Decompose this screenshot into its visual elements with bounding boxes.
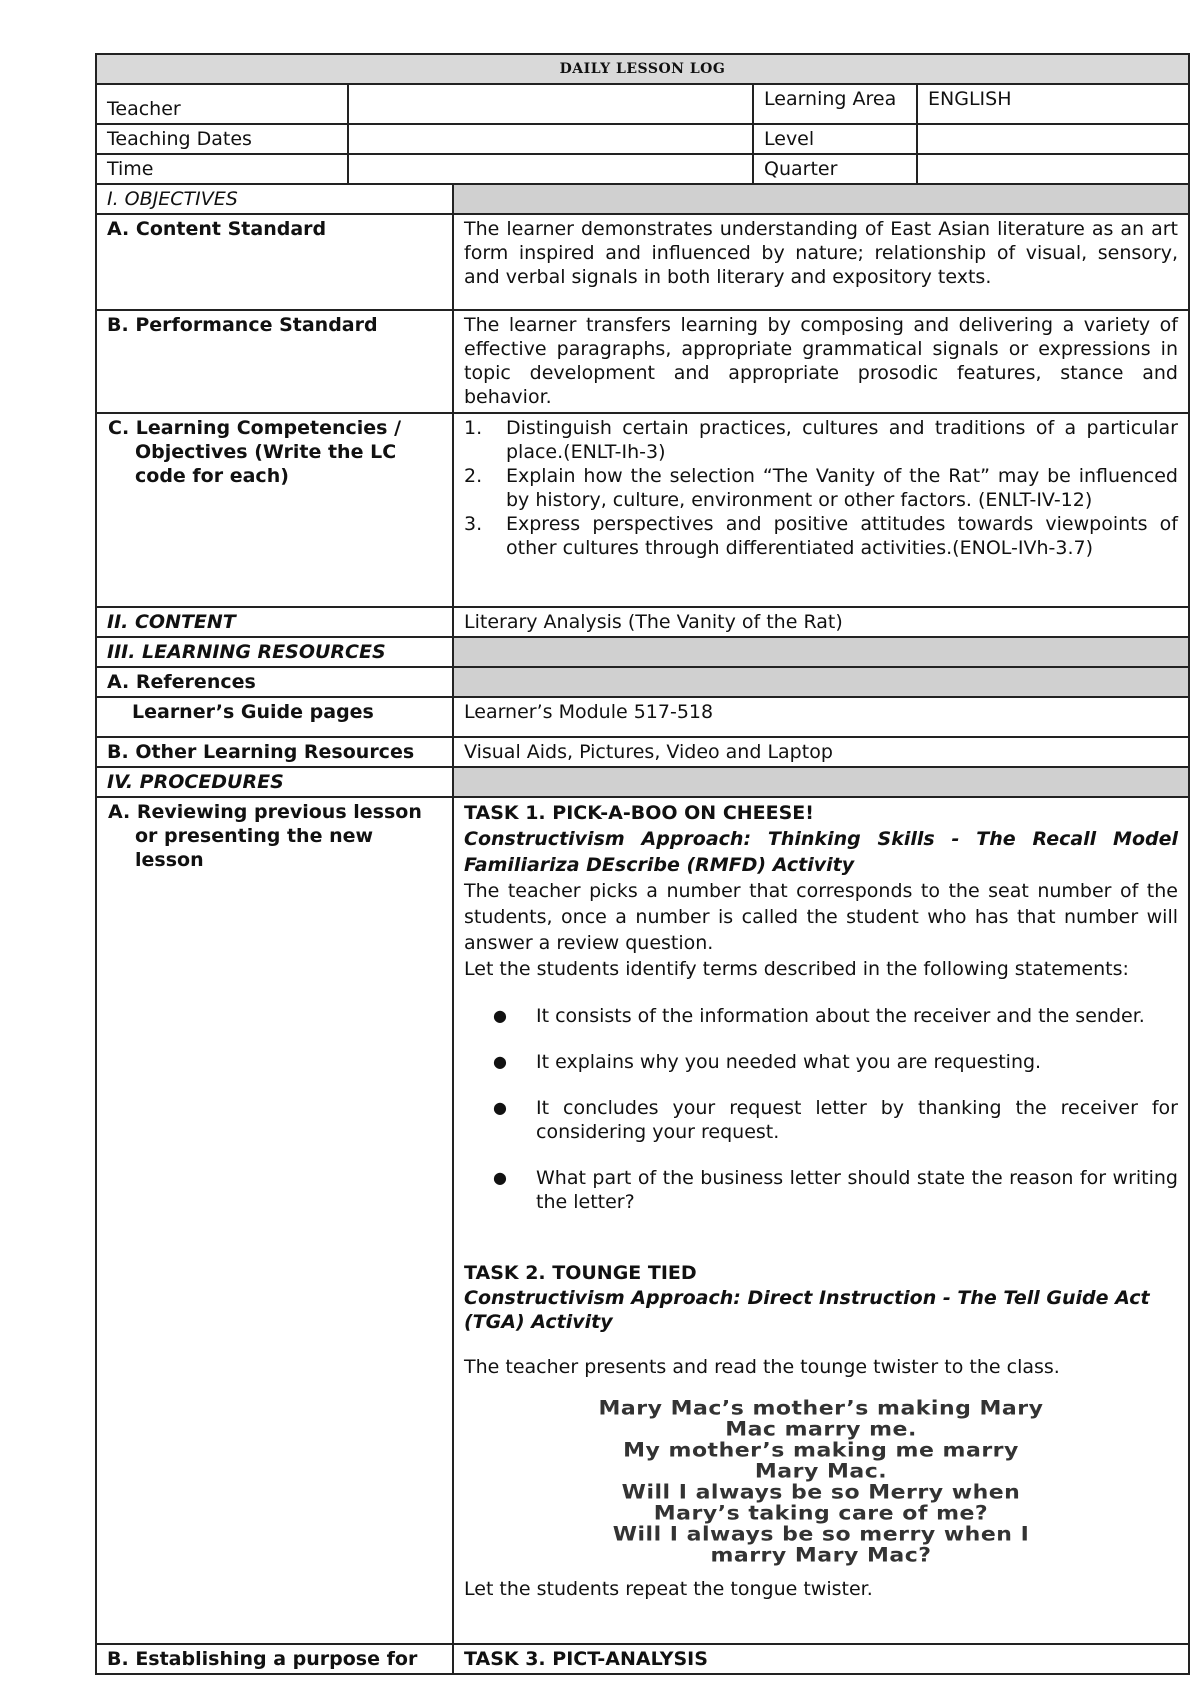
performance-standard-row — [97, 311, 1188, 414]
competencies-label: C. Learning Competencies / Objectives (Write the LC code for each) — [108, 417, 402, 487]
level-value — [916, 125, 1188, 153]
competency-text: Express perspectives and positive attitudes towards viewpoints of other cultures through differentiated activities.(ENOL-IVh-3.7) — [506, 513, 1178, 559]
procedure-b-label: B. Establishing a purpose for — [107, 1648, 418, 1670]
quarter-value — [916, 155, 1188, 183]
content-standard-label: A. Content Standard — [107, 218, 327, 240]
twister-line: My mother’s making me marry — [623, 1439, 1019, 1462]
list-item-text: It consists of the information about the receiver and the sender. — [536, 1005, 1145, 1027]
task2-description: The teacher presents and read the tounge twister to the class. — [464, 1356, 1060, 1378]
list-item — [464, 1050, 1178, 1074]
task2-title: TASK 2. TOUNGE TIED — [464, 1262, 697, 1284]
procedures-heading-row — [97, 768, 1188, 798]
references-row — [97, 668, 1188, 698]
list-item — [464, 1166, 1178, 1214]
bullet-icon: ● — [493, 1052, 507, 1071]
performance-standard-text: The learner transfers learning by composing and delivering a variety of effective paragraphs, appropriate grammatical signals or expressions in topic development and appropriate prosodic features, stance and behavior. — [452, 311, 1188, 412]
twister-line: Mary’s taking care of me? — [653, 1502, 989, 1525]
document-title: DAILY LESSON LOG — [97, 55, 1188, 83]
task1-description: The teacher picks a number that corresponds to the seat number of the students, once a number is called the student who has that number will answer a review question. — [464, 880, 1178, 954]
competency-number: 1. — [464, 417, 483, 439]
competencies-row — [97, 414, 1188, 608]
procedures-heading-fill — [452, 768, 1188, 796]
twister-line: Will I always be so merry when I — [612, 1523, 1030, 1546]
guide-pages-label: Learner’s Guide pages — [132, 701, 374, 723]
teaching-dates-row — [97, 125, 1188, 155]
list-item-text: What part of the business letter should state the reason for writing the letter? — [536, 1167, 1178, 1213]
twister-line: Mary Mac’s mother’s making Mary — [598, 1397, 1044, 1420]
twister-line: Mac marry me. — [725, 1418, 917, 1441]
teacher-value — [347, 85, 752, 123]
references-label: A. References — [107, 671, 256, 693]
list-item-text: It concludes your request letter by thanking the receiver for considering your request. — [536, 1097, 1178, 1143]
procedure-a-label: A. Reviewing previous lesson or presenting the new lesson — [108, 801, 422, 871]
bullet-icon: ● — [493, 1168, 507, 1187]
task1-instruction: Let the students identify terms described in the following statements: — [464, 958, 1129, 980]
other-resources-row — [97, 738, 1188, 768]
bullet-icon: ● — [493, 1098, 507, 1117]
teacher-row — [97, 85, 1188, 125]
guide-pages-value: Learner’s Module 517-518 — [452, 698, 1188, 736]
content-standard-row — [97, 215, 1188, 311]
other-resources-value: Visual Aids, Pictures, Video and Laptop — [452, 738, 1188, 766]
competency-number: 2. — [464, 465, 483, 487]
content-value: Literary Analysis (The Vanity of the Rat) — [452, 608, 1188, 636]
task2-approach: Constructivism Approach: Direct Instruction - The Tell Guide Act (TGA) Activity — [464, 1287, 1150, 1333]
task1-approach: Constructivism Approach: Thinking Skills - The Recall Model Familiariza DEscribe (RMFD) Activity — [464, 828, 1178, 876]
twister-line: Mary Mac. — [754, 1460, 888, 1483]
tongue-twister-image — [464, 1398, 1178, 1566]
bullet-icon: ● — [493, 1006, 507, 1025]
competencies-list — [452, 414, 1188, 606]
time-label: Time — [107, 158, 154, 180]
objectives-heading: I. OBJECTIVES — [107, 188, 238, 210]
twister-line: Will I always be so Merry when — [621, 1481, 1021, 1504]
task3-title: TASK 3. PICT-ANALYSIS — [452, 1645, 1188, 1673]
procedure-b-row — [97, 1645, 1188, 1673]
teaching-dates-value — [347, 125, 752, 153]
other-resources-label: B. Other Learning Resources — [107, 741, 415, 763]
procedure-a-content — [452, 798, 1188, 1643]
competency-text: Distinguish certain practices, cultures and traditions of a particular place.(ENLT-Ih-3) — [506, 417, 1178, 463]
time-row — [97, 155, 1188, 185]
lesson-log-table — [95, 53, 1190, 1675]
teaching-dates-label: Teaching Dates — [107, 128, 252, 150]
list-item — [464, 1004, 1178, 1028]
task1-title: TASK 1. PICK-A-BOO ON CHEESE! — [464, 802, 814, 824]
task2-after: Let the students repeat the tongue twister. — [464, 1578, 873, 1600]
time-value — [347, 155, 752, 183]
resources-heading: III. LEARNING RESOURCES — [107, 641, 386, 663]
content-standard-text: The learner demonstrates understanding of East Asian literature as an art form inspired and influenced by nature; relationship of visual, sensory, and verbal signals in both literary and expository texts. — [452, 215, 1188, 309]
list-item — [464, 1096, 1178, 1144]
list-item-text: It explains why you needed what you are requesting. — [536, 1051, 1042, 1073]
teacher-label: Teacher — [107, 98, 181, 120]
resources-heading-fill — [452, 638, 1188, 666]
performance-standard-label: B. Performance Standard — [107, 314, 378, 336]
resources-heading-row — [97, 638, 1188, 668]
learning-area-value: ENGLISH — [916, 85, 1188, 123]
guide-pages-row — [97, 698, 1188, 738]
content-row — [97, 608, 1188, 638]
task1-list — [464, 1004, 1178, 1214]
objectives-heading-row — [97, 185, 1188, 215]
list-item — [464, 464, 1178, 512]
objectives-heading-fill — [452, 185, 1188, 213]
list-item — [464, 512, 1178, 560]
competency-number: 3. — [464, 513, 483, 535]
procedures-heading: IV. PROCEDURES — [107, 771, 284, 793]
twister-line: marry Mary Mac? — [710, 1544, 932, 1567]
learning-area-label: Learning Area — [752, 85, 916, 123]
content-heading: II. CONTENT — [107, 611, 236, 633]
procedure-a-row — [97, 798, 1188, 1645]
competency-text: Explain how the selection “The Vanity of the Rat” may be influenced by history, culture, environment or other factors. (ENLT-IV-12) — [506, 465, 1178, 511]
level-label: Level — [752, 125, 916, 153]
references-fill — [452, 668, 1188, 696]
quarter-label: Quarter — [752, 155, 916, 183]
title-row — [97, 55, 1188, 85]
list-item — [464, 416, 1178, 464]
